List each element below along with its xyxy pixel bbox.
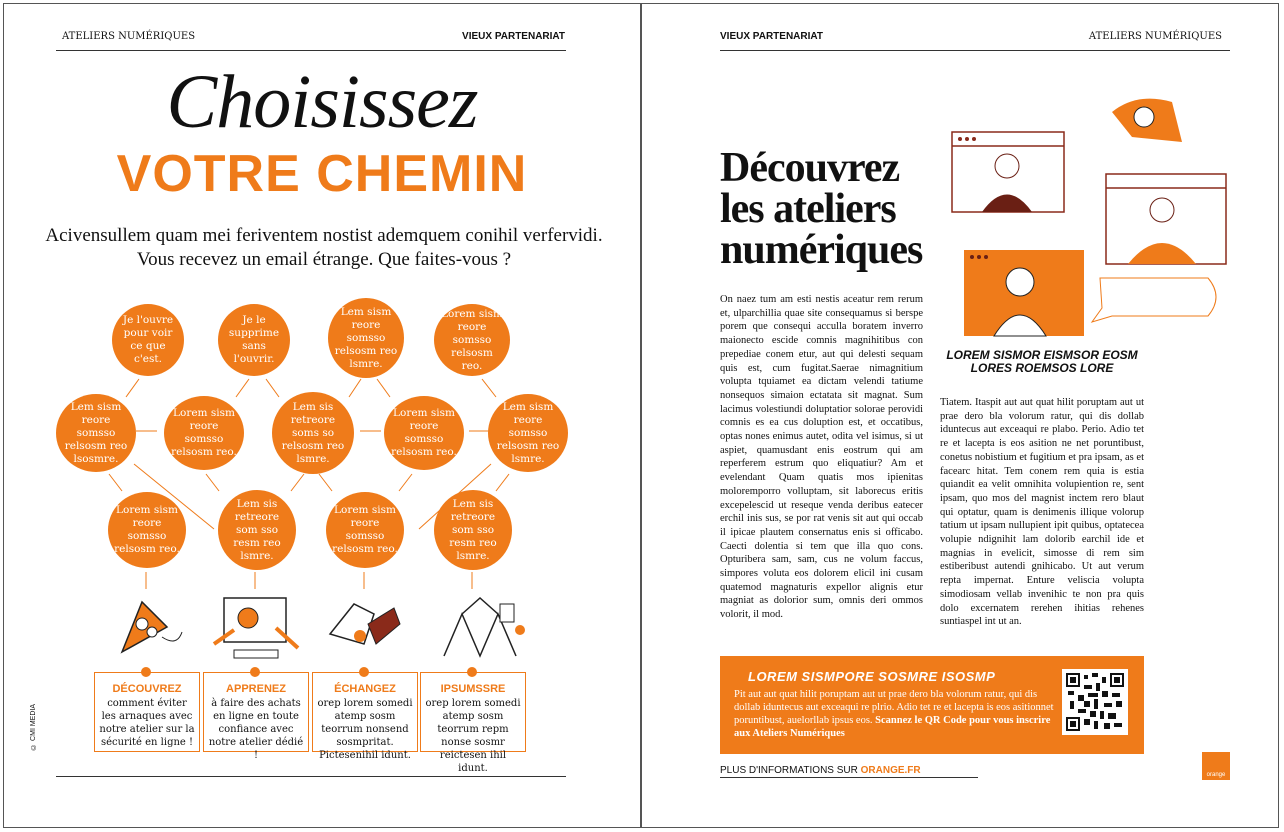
footer-info: [720, 765, 921, 776]
flow-node: Lem sism reore somsso relsosm reo lsmre.: [488, 394, 568, 472]
title-line: Découvrez: [720, 145, 900, 191]
running-header-left: VIEUX PARTENARIAT: [720, 31, 823, 42]
qr-code-icon[interactable]: [1062, 669, 1128, 735]
flow-node: Lem sis retreore som sso resm reo lsmre.: [434, 490, 512, 570]
info-card: [312, 672, 418, 761]
page-title: [720, 145, 923, 273]
running-header-right: ATELIERS NUMÉRIQUES: [1088, 31, 1222, 42]
banner-body: [734, 688, 1054, 740]
running-header-right: VIEUX PARTENARIAT: [462, 31, 565, 42]
right-page: [641, 3, 1279, 828]
article-column-2: Tiatem. Itaspit aut aut quat hilit poruptam aut ut prae dero bla volorum ratur, qui dis dollab iduntecus aut exceaqui re plabo. Perio. Adio tet re et lacepta is eos asition ne net poruntibust, conetus nobistium et fugitium et pra ipsam, as et facearc hitat. Tem conem rem quia is estia quiandit ea velit omnihita volupiention re, sent ipsam, quo mos del magnist inctem rero blaut qui optatur, quam is denimenis illique volorup tatium ut ipsam nullupient ipit quibus, optatecea volupie ndignihit lam dolorib earchil ide et magnias in evelicit, simosse di rem sim estiberibust autendi gnihicabo. Ut aut verum repta impernat. Enture veliscia volupta simodiosam vellab invenihic te non pra quis dolo excernatem rerehen ihitias rehenes suntiaspel int ut an.: [940, 397, 1144, 628]
running-header-left: ATELIERS NUMÉRIQUES: [62, 31, 196, 42]
card-body: orep lorem somedi atemp sosm teorrum repm nonse sosmr reictesen ihil idunt.: [425, 698, 521, 774]
video-call-icon: [932, 82, 1232, 342]
banner-cta: Scannez le QR Code pour vous inscrire aux Ateliers Numériques: [734, 715, 1051, 739]
card-body: orep lorem somedi atemp sosm teorrum nonsend sosmpritat. Pictesenihil idunt.: [317, 698, 413, 761]
title-line: les ateliers: [720, 186, 896, 232]
flow-node: Lem sism reore somsso relsosm reo lsosmre.: [56, 394, 136, 472]
title-line: numériques: [720, 227, 923, 273]
intro-text: Acivensullem quam mei feriventem nostist ademquem conihil verfervidi. Vous recevez un email étrange. Que faites-vous ?: [45, 225, 603, 270]
info-card: [203, 672, 309, 761]
left-page: [3, 3, 641, 828]
footer-rule: [56, 776, 566, 777]
flow-node: Lem sis retreore soms so relsosm reo lsmre.: [272, 392, 354, 474]
banner-title: LOREM SISMPORE SOSMRE ISOSMP: [748, 669, 996, 684]
handshake-icon: [324, 594, 404, 662]
card-body: à faire des achats en ligne en toute confiance avec notre atelier dédié !: [208, 698, 304, 761]
footer-link[interactable]: ORANGE.FR: [860, 765, 921, 776]
page-title-script: Choisissez: [166, 60, 478, 144]
info-card: [94, 672, 200, 752]
card-title: APPRENEZ: [226, 683, 286, 695]
article-column-1: On naez tum am esti nestis aceatur rem rerum et, ulparchillia quae site consequamus si berspe porem que consequi acculla boratem inverro maionecto escide comnis magnihitibus con prepediae conem etur, aut qui delesti sequam quis est, cum fugitat.Saerae nimagnitium volupta tquiamet ea dictam velendi tatiume nonsequos simaion ectatata sit magnat. Sum lacimus volestiundi doluptatior solorae perovidi comnis es ea cus doluption est, et occatibus, optas nones enimus autet, odita vel isimus, si ut aspiet, quamusdant enis eostrum qui am reperferem estrum quo eliquatiur? Am et evelendant Quam quatis mos ipienitas moloremporro volluptam, sit laborecus eritis excepelescid ut reseque venda deribus eatecer erchil inis sus, se por rat venis sit aut qui occab il ipicae plautem consernatus enis si officabo. Caecti dolentia si tem que illa quo cons. Opturibera sam, sam, cus ne volum faccus, simpores voluta eos dolorem elicil ini cusam quatemod magnaturis expellor alignis etur magniat as dolorior sum, omnis deri ommos volorit, il mod.: [720, 294, 923, 621]
flow-node: Je le supprime sans l'ouvrir.: [218, 304, 290, 376]
sub-heading: LOREM SISMOR EISMSOR EOSM LORES ROEMSOS LORE: [946, 348, 1138, 375]
flow-node: Lorem sism reore somsso relsosm reo.: [326, 492, 404, 568]
card-title: IPSUMSSRE: [440, 683, 506, 695]
rocket-icon: [112, 592, 186, 662]
flow-node: Lorem sism reore somsso relsosm reo.: [384, 396, 464, 470]
banner-text: Pit aut aut quat hilit poruptam aut ut prae dero bla volorum ratur, qui dis dollab iduntecus aut exceaqui re plrio. Adio tet re et lacepta is eos asitionnet poruntibust, auelorllab ipsus eos.: [734, 689, 1054, 726]
orange-logo: orange: [1202, 752, 1230, 780]
card-title: DÉCOUVREZ: [112, 683, 182, 695]
flow-node: Lorem sism reore somsso relsosm reo.: [164, 396, 244, 470]
flow-node: Lorem sism reore somsso relsosm reo.: [108, 492, 186, 568]
card-title: ÉCHANGEZ: [334, 683, 396, 695]
flow-node: Je l'ouvre pour voir ce que c'est.: [112, 304, 184, 376]
credit-text: © CMI MEDIA: [30, 704, 37, 750]
cta-banner: [720, 656, 1144, 754]
card-body: comment éviter les arnaques avec notre atelier sur la sécurité en ligne !: [99, 698, 195, 748]
flow-node: Lorem sism reore somsso relsosm reo.: [434, 304, 510, 376]
cards-house-icon: [434, 594, 526, 662]
flow-node: Lem sism reore somsso relsosm reo lsmre.: [328, 298, 404, 378]
header-rule: [720, 50, 1230, 51]
info-card: [420, 672, 526, 774]
footer-text: PLUS D'INFORMATIONS SUR: [720, 765, 858, 776]
footer-rule: [720, 777, 978, 778]
flow-node: Lem sis retreore som sso resm reo lsmre.: [218, 490, 296, 570]
computer-tools-icon: [210, 594, 302, 662]
page-title-bold: VOTRE CHEMIN: [116, 145, 528, 203]
